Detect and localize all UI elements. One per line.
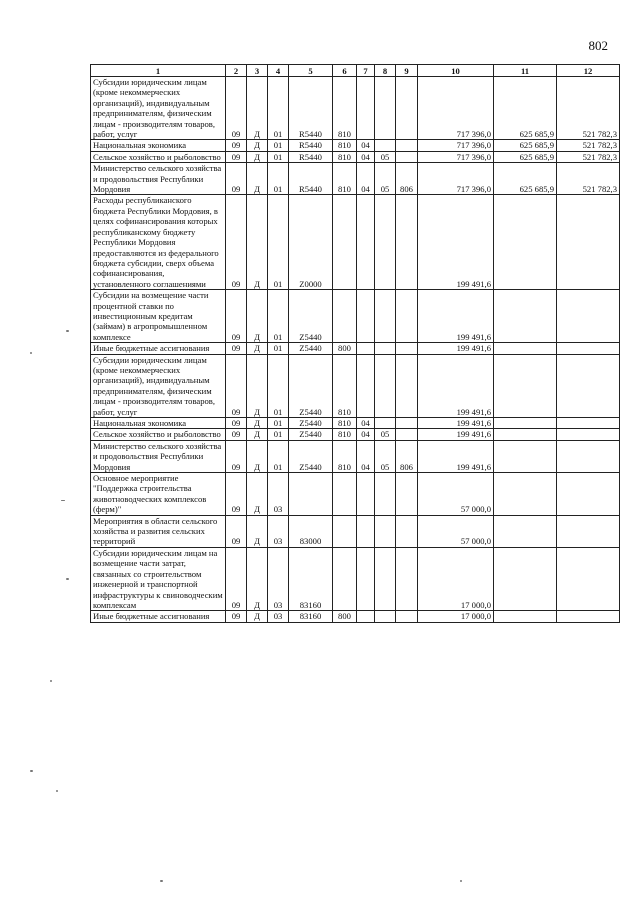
row-name-cell: Министерство сельского хозяйства и продовольствия Республики Мордовия [91,163,226,195]
cell-c10: 199 491,6 [418,195,494,290]
cell-c10: 17 000,0 [418,547,494,610]
cell-c12 [557,354,620,417]
cell-c8 [375,611,396,622]
cell-c11 [494,418,557,429]
column-header: 8 [375,65,396,77]
cell-c3: Д [247,77,268,140]
cell-c5: Z5440 [289,290,333,343]
cell-c10: 199 491,6 [418,290,494,343]
column-header: 12 [557,65,620,77]
cell-c11: 625 685,9 [494,77,557,140]
table-row [91,77,620,140]
cell-c7 [357,515,375,547]
budget-table [90,64,620,623]
column-header: 10 [418,65,494,77]
cell-c7 [357,195,375,290]
cell-c6 [333,547,357,610]
row-name-cell: Мероприятия в области сельского хозяйства и развития сельских территорий [91,515,226,547]
cell-c6 [333,290,357,343]
cell-c4: 01 [268,195,289,290]
cell-c12: 521 782,3 [557,140,620,151]
cell-c10: 199 491,6 [418,440,494,472]
cell-c2: 09 [226,290,247,343]
cell-c3: Д [247,547,268,610]
header-row [91,65,620,77]
cell-c12: 521 782,3 [557,151,620,162]
table-row [91,418,620,429]
column-header: 7 [357,65,375,77]
table-row [91,611,620,622]
cell-c9 [396,547,418,610]
cell-c12 [557,515,620,547]
table-row [91,440,620,472]
cell-c2: 09 [226,440,247,472]
cell-c3: Д [247,195,268,290]
cell-c3: Д [247,611,268,622]
row-name-cell: Субсидии на возмещение части процентной ставки по инвестиционным кредитам (займам) в агропромышленном комплексе [91,290,226,343]
row-name-cell: Субсидии юридическим лицам (кроме некоммерческих организаций), индивидуальным предпринимателям, физическим лицам - производителям товаров, работ, услуг [91,354,226,417]
cell-c2: 09 [226,547,247,610]
cell-c10: 717 396,0 [418,140,494,151]
table-row [91,473,620,516]
row-name-cell: Субсидии юридическим лицам на возмещение части затрат, связанных со строительством инженерной и транспортной инфраструктуры к свиноводческим комплексам [91,547,226,610]
cell-c7 [357,343,375,354]
cell-c5: R5440 [289,140,333,151]
cell-c6: 810 [333,440,357,472]
row-name-cell: Национальная экономика [91,418,226,429]
cell-c7: 04 [357,429,375,440]
cell-c6: 810 [333,354,357,417]
table-row [91,547,620,610]
table-row [91,163,620,195]
cell-c6: 800 [333,611,357,622]
column-header: 9 [396,65,418,77]
row-name-cell: Министерство сельского хозяйства и продовольствия Республики Мордовия [91,440,226,472]
cell-c9 [396,418,418,429]
cell-c3: Д [247,473,268,516]
cell-c6: 810 [333,163,357,195]
row-name-cell: Сельское хозяйство и рыболовство [91,429,226,440]
cell-c7: 04 [357,418,375,429]
cell-c6: 810 [333,151,357,162]
table-row [91,151,620,162]
cell-c5: Z5440 [289,429,333,440]
cell-c8 [375,547,396,610]
cell-c10: 199 491,6 [418,354,494,417]
cell-c7: 04 [357,440,375,472]
cell-c11 [494,429,557,440]
cell-c4: 01 [268,163,289,195]
cell-c10: 717 396,0 [418,151,494,162]
column-header: 1 [91,65,226,77]
cell-c11 [494,440,557,472]
cell-c2: 09 [226,195,247,290]
cell-c7: 04 [357,151,375,162]
cell-c5 [289,473,333,516]
cell-c6: 810 [333,418,357,429]
cell-c12 [557,195,620,290]
cell-c4: 03 [268,473,289,516]
cell-c3: Д [247,151,268,162]
cell-c5: Z0000 [289,195,333,290]
table-row [91,195,620,290]
cell-c8 [375,77,396,140]
cell-c6: 810 [333,140,357,151]
cell-c2: 09 [226,611,247,622]
cell-c9: 806 [396,163,418,195]
cell-c4: 03 [268,611,289,622]
cell-c3: Д [247,354,268,417]
column-header: 11 [494,65,557,77]
column-header: 5 [289,65,333,77]
cell-c8 [375,473,396,516]
table-row [91,343,620,354]
cell-c6 [333,473,357,516]
cell-c10: 57 000,0 [418,473,494,516]
cell-c5: Z5440 [289,354,333,417]
cell-c6: 810 [333,429,357,440]
cell-c7 [357,354,375,417]
cell-c11 [494,611,557,622]
cell-c11 [494,290,557,343]
cell-c5: 83160 [289,611,333,622]
row-name-cell: Иные бюджетные ассигнования [91,343,226,354]
cell-c11 [494,354,557,417]
cell-c7 [357,473,375,516]
cell-c8 [375,515,396,547]
cell-c5: R5440 [289,163,333,195]
cell-c3: Д [247,140,268,151]
cell-c12: 521 782,3 [557,77,620,140]
cell-c11: 625 685,9 [494,140,557,151]
cell-c3: Д [247,418,268,429]
cell-c5: 83000 [289,515,333,547]
cell-c2: 09 [226,473,247,516]
cell-c5: 83160 [289,547,333,610]
cell-c5: Z5440 [289,418,333,429]
cell-c3: Д [247,163,268,195]
cell-c10: 199 491,6 [418,429,494,440]
cell-c8 [375,418,396,429]
cell-c12 [557,429,620,440]
cell-c3: Д [247,429,268,440]
cell-c11: 625 685,9 [494,163,557,195]
cell-c9 [396,140,418,151]
cell-c8 [375,290,396,343]
cell-c11 [494,547,557,610]
cell-c9 [396,290,418,343]
cell-c12 [557,290,620,343]
row-name-cell: Основное мероприятие "Поддержка строительства животноводческих комплексов (ферм)" [91,473,226,516]
table-row [91,140,620,151]
cell-c12 [557,343,620,354]
cell-c5: R5440 [289,77,333,140]
cell-c9 [396,429,418,440]
cell-c8 [375,343,396,354]
cell-c9 [396,473,418,516]
cell-c7 [357,77,375,140]
cell-c8 [375,354,396,417]
cell-c10: 199 491,6 [418,418,494,429]
cell-c2: 09 [226,77,247,140]
cell-c7 [357,547,375,610]
cell-c6 [333,195,357,290]
cell-c4: 03 [268,515,289,547]
cell-c2: 09 [226,515,247,547]
row-name-cell: Субсидии юридическим лицам (кроме некоммерческих организаций), индивидуальным предпринимателям, физическим лицам - производителям товаров, работ, услуг [91,77,226,140]
row-name-cell: Сельское хозяйство и рыболовство [91,151,226,162]
cell-c7 [357,290,375,343]
column-header: 2 [226,65,247,77]
cell-c9 [396,77,418,140]
cell-c10: 17 000,0 [418,611,494,622]
cell-c4: 01 [268,429,289,440]
cell-c10: 57 000,0 [418,515,494,547]
cell-c9 [396,354,418,417]
cell-c4: 01 [268,290,289,343]
cell-c4: 01 [268,418,289,429]
cell-c2: 09 [226,429,247,440]
cell-c10: 717 396,0 [418,77,494,140]
cell-c12 [557,440,620,472]
cell-c9 [396,343,418,354]
cell-c12 [557,473,620,516]
cell-c2: 09 [226,354,247,417]
cell-c11: 625 685,9 [494,151,557,162]
table-row [91,429,620,440]
cell-c2: 09 [226,343,247,354]
cell-c7 [357,611,375,622]
cell-c12 [557,418,620,429]
cell-c11 [494,515,557,547]
table-row [91,515,620,547]
cell-c3: Д [247,290,268,343]
cell-c6 [333,515,357,547]
cell-c8: 05 [375,151,396,162]
cell-c4: 01 [268,151,289,162]
cell-c4: 03 [268,547,289,610]
cell-c8: 05 [375,440,396,472]
cell-c5: Z5440 [289,343,333,354]
cell-c10: 199 491,6 [418,343,494,354]
cell-c8 [375,140,396,151]
cell-c4: 01 [268,343,289,354]
cell-c5: Z5440 [289,440,333,472]
cell-c9: 806 [396,440,418,472]
column-header: 3 [247,65,268,77]
row-name-cell: Иные бюджетные ассигнования [91,611,226,622]
cell-c11 [494,195,557,290]
cell-c2: 09 [226,151,247,162]
cell-c4: 01 [268,140,289,151]
cell-c6: 800 [333,343,357,354]
cell-c9 [396,611,418,622]
cell-c12 [557,611,620,622]
row-name-cell: Национальная экономика [91,140,226,151]
cell-c12: 521 782,3 [557,163,620,195]
cell-c6: 810 [333,77,357,140]
cell-c9 [396,195,418,290]
cell-c11 [494,343,557,354]
cell-c5: R5440 [289,151,333,162]
cell-c9 [396,151,418,162]
cell-c2: 09 [226,163,247,195]
cell-c3: Д [247,515,268,547]
cell-c7: 04 [357,163,375,195]
cell-c2: 09 [226,140,247,151]
cell-c8: 05 [375,163,396,195]
cell-c9 [396,515,418,547]
cell-c8: 05 [375,429,396,440]
cell-c10: 717 396,0 [418,163,494,195]
cell-c4: 01 [268,354,289,417]
cell-c2: 09 [226,418,247,429]
cell-c12 [557,547,620,610]
cell-c11 [494,473,557,516]
cell-c8 [375,195,396,290]
cell-c3: Д [247,440,268,472]
cell-c4: 01 [268,77,289,140]
table-row [91,290,620,343]
table-row [91,354,620,417]
column-header: 6 [333,65,357,77]
row-name-cell: Расходы республиканского бюджета Республики Мордовия, в целях софинансирования которых республиканскому бюджету Республики Мордовия предоставляются из федерального бюджета субсидии, сверх объема софинансирования, установленного соглашениями [91,195,226,290]
page-number: 802 [588,38,608,53]
cell-c7: 04 [357,140,375,151]
cell-c3: Д [247,343,268,354]
cell-c4: 01 [268,440,289,472]
column-header: 4 [268,65,289,77]
